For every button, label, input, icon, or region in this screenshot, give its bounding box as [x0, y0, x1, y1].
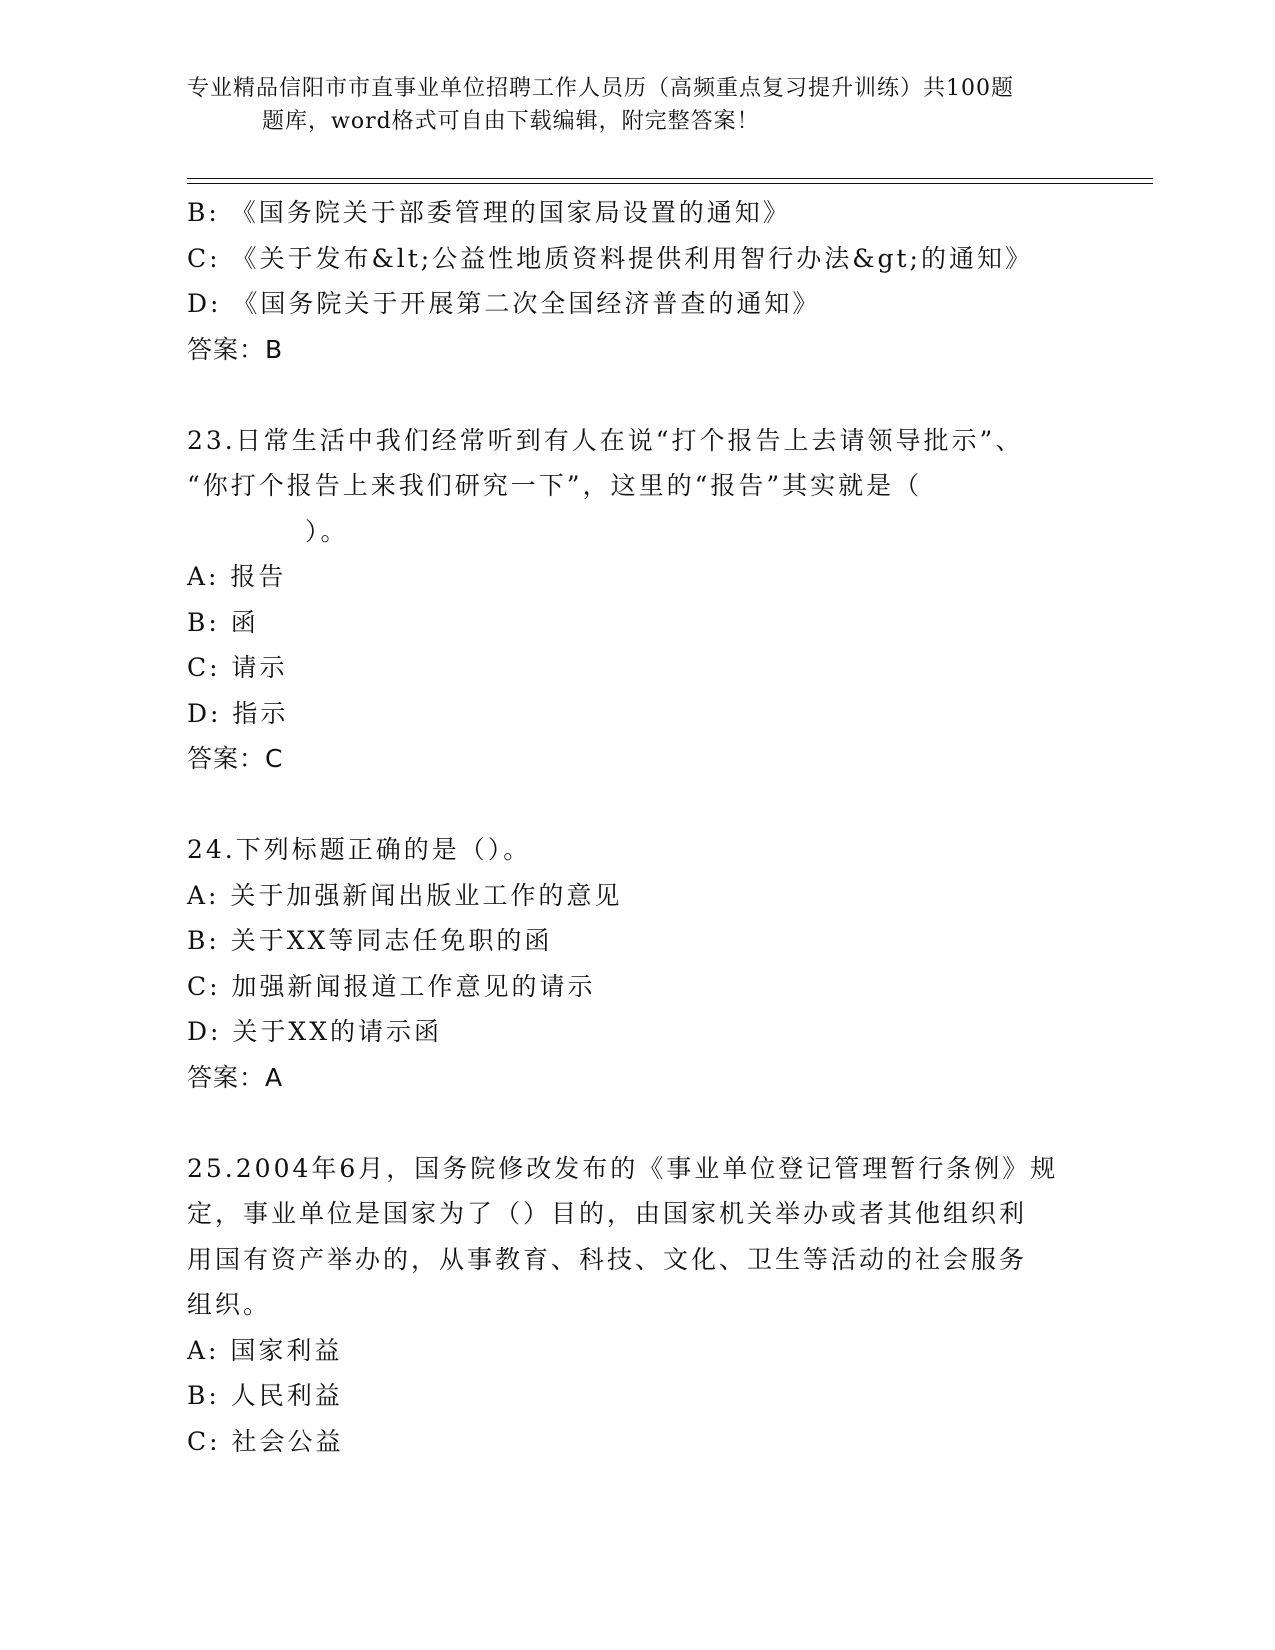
q23-option-c: C: 请示 — [187, 653, 288, 682]
q22-option-c: C: 《关于发布&lt;公益性地质资料提供利用智行办法&gt;的通知》 — [187, 243, 1033, 273]
q23-stem-line2: “你打个报告上来我们研究一下”，这里的“报告”其实就是（ — [187, 471, 923, 500]
header-title-line2: 题库，word格式可自由下载编辑，附完整答案！ — [262, 109, 760, 134]
q25-stem-line3: 用国有资产举办的，从事教育、科技、文化、卫生等活动的社会服务 — [187, 1244, 1028, 1274]
q23-stem-line1: 23.日常生活中我们经常听到有人在说“打个报告上去请领导批示”、 — [187, 425, 1024, 455]
question-25 — [187, 1146, 1087, 1465]
q23-option-a: A: 报告 — [187, 562, 287, 591]
spacer — [187, 1100, 1087, 1146]
q24-option-b: B: 关于XX等同志任免职的函 — [187, 926, 553, 955]
question-list — [187, 190, 1087, 1464]
header-divider-top — [187, 178, 1153, 179]
spacer — [187, 782, 1087, 828]
q24-option-c: C: 加强新闻报道工作意见的请示 — [187, 971, 596, 1001]
q22-option-b: B: 《国务院关于部委管理的国家局设置的通知》 — [187, 198, 791, 227]
q25-option-b: B: 人民利益 — [187, 1381, 343, 1410]
document-header — [187, 72, 1087, 138]
q23-option-d: D: 指示 — [187, 698, 289, 728]
q25-stem-line1: 25.2004年6月，国务院修改发布的《事业单位登记管理暂行条例》规 — [187, 1153, 1059, 1183]
header-title-line1: 专业精品信阳市市直事业单位招聘工作人员历（高频重点复习提升训练）共100题 — [187, 76, 1014, 101]
q24-option-a: A: 关于加强新闻出版业工作的意见 — [187, 880, 623, 910]
q24-option-d: D: 关于XX的请示函 — [187, 1017, 443, 1046]
q24-answer: 答案：A — [187, 1062, 284, 1092]
q25-stem-line2: 定，事业单位是国家为了（）目的，由国家机关举办或者其他组织利 — [187, 1199, 1028, 1228]
question-23 — [187, 418, 1087, 782]
question-24 — [187, 827, 1087, 1100]
q25-stem-line4: 组织。 — [187, 1290, 272, 1319]
header-divider-bottom — [187, 183, 1153, 184]
q25-option-c: C: 社会公益 — [187, 1426, 344, 1456]
spacer — [187, 372, 1087, 418]
q25-option-a: A: 国家利益 — [187, 1335, 343, 1365]
q22-answer: 答案：B — [187, 334, 284, 364]
q24-stem: 24.下列标题正确的是（）。 — [187, 835, 532, 864]
q22-option-d: D: 《国务院关于开展第二次全国经济普查的通知》 — [187, 289, 821, 318]
q23-stem-line3: ）。 — [305, 516, 349, 546]
q23-answer: 答案：C — [187, 744, 284, 773]
q23-option-b: B: 函 — [187, 607, 259, 637]
question-22 — [187, 190, 1087, 372]
